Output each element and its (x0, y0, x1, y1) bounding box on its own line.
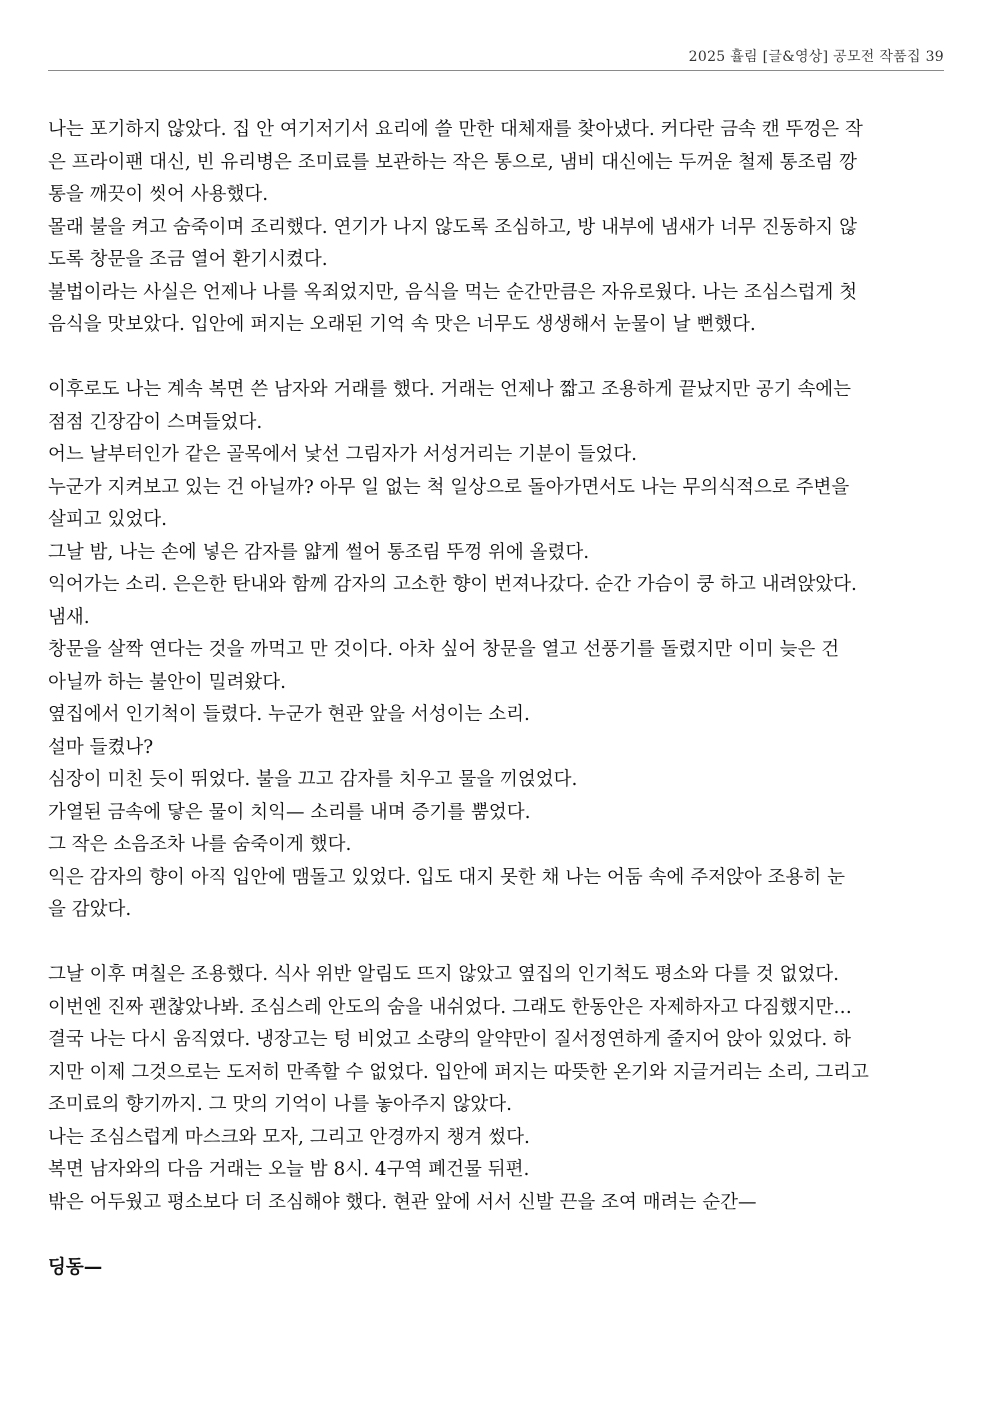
text-line: 어느 날부터인가 같은 골목에서 낯선 그림자가 서성거리는 기분이 들었다. (48, 444, 638, 465)
text-line: 가열된 금속에 닿은 물이 치익— 소리를 내며 증기를 뿜었다. (48, 801, 531, 823)
text-line: 익어가는 소리. 은은한 탄내와 함께 감자의 고소한 향이 번져나갔다. 순간 가슴이 쿵 하고 내려앉았다. (48, 574, 857, 595)
text-line: 누군가 지켜보고 있는 건 아닐까? 아무 일 없는 척 일상으로 돌아가면서도 나는 무의식적으로 주변을 (48, 476, 850, 498)
text-line: 창문을 살짝 연다는 것을 까먹고 만 것이다. 아차 싶어 창문을 열고 선풍기를 돌렸지만 이미 늦은 건 (48, 639, 840, 660)
text-line: 설마 들켰나? (48, 736, 154, 758)
story-body (48, 114, 944, 1284)
text-line: 복면 남자와의 다음 거래는 오늘 밤 8시. 4구역 폐건물 뒤편. (48, 1159, 530, 1180)
text-line: 조미료의 향기까지. 그 맛의 기억이 나를 놓아주지 않았다. (48, 1094, 512, 1115)
section-break (48, 927, 944, 960)
text-line: 점점 긴장감이 스며들었다. (48, 411, 263, 433)
running-header: 2025 휼림 [글&영상] 공모전 작품집 39 (688, 49, 944, 65)
text-line: 음식을 맛보았다. 입안에 퍼지는 오래된 기억 속 맛은 너무도 생생해서 눈물이 날 뻔했다. (48, 314, 756, 335)
text-line: 그날 이후 며칠은 조용했다. 식사 위반 알림도 뜨지 않았고 옆집의 인기척도 평소와 다를 것 없었다. (48, 964, 840, 985)
text-line: 아닐까 하는 불안이 밀려왔다. (48, 671, 286, 693)
text-line: 도록 창문을 조금 열어 환기시켰다. (48, 249, 328, 270)
text-line: 살피고 있었다. (48, 509, 167, 530)
text-line: 옆집에서 인기척이 들렸다. 누군가 현관 앞을 서성이는 소리. (48, 704, 530, 725)
closing-line: 딩동— (48, 1256, 103, 1278)
text-line: 은 프라이팬 대신, 빈 유리병은 조미료를 보관하는 작은 통으로, 냄비 대신에는 두꺼운 철제 통조림 깡 (48, 151, 857, 173)
section-break (48, 1219, 944, 1252)
section-break (48, 342, 944, 375)
text-line: 이후로도 나는 계속 복면 쓴 남자와 거래를 했다. 거래는 언제나 짧고 조용하게 끝났지만 공기 속에는 (48, 379, 852, 400)
text-line: 나는 조심스럽게 마스크와 모자, 그리고 안경까지 챙겨 썼다. (48, 1126, 530, 1148)
text-line: 지만 이제 그것으로는 도저히 만족할 수 없었다. 입안에 퍼지는 따뜻한 온기와 지글거리는 소리, 그리고 (48, 1061, 869, 1083)
text-line: 통을 깨끗이 씻어 사용했다. (48, 184, 269, 205)
page-header (48, 40, 944, 71)
text-line: 그 작은 소음조차 나를 숨죽이게 했다. (48, 834, 352, 855)
text-line: 결국 나는 다시 움직였다. 냉장고는 텅 비었고 소량의 알약만이 질서정연하게 줄지어 앉아 있었다. 하 (48, 1029, 852, 1050)
text-line: 불법이라는 사실은 언제나 나를 옥죄었지만, 음식을 먹는 순간만큼은 자유로웠다. 나는 조심스럽게 첫 (48, 281, 858, 303)
text-line: 냄새. (48, 606, 90, 628)
text-line: 그날 밤, 나는 손에 넣은 감자를 얇게 썰어 통조림 뚜껑 위에 올렸다. (48, 541, 590, 563)
text-line: 을 감았다. (48, 899, 132, 920)
text-line: 밖은 어두웠고 평소보다 더 조심해야 했다. 현관 앞에 서서 신발 끈을 조여 매려는 순간— (48, 1191, 757, 1213)
text-line: 익은 감자의 향이 아직 입안에 맴돌고 있었다. 입도 대지 못한 채 나는 어둠 속에 주저앉아 조용히 눈 (48, 866, 845, 888)
text-line: 이번엔 진짜 괜찮았나봐. 조심스레 안도의 숨을 내쉬었다. 그래도 한동안은 자제하자고 다짐했지만… (48, 996, 852, 1018)
text-line: 나는 포기하지 않았다. 집 안 여기저기서 요리에 쓸 만한 대체재를 찾아냈다. 커다란 금속 캔 뚜껑은 작 (48, 119, 863, 140)
text-line: 몰래 불을 켜고 숨죽이며 조리했다. 연기가 나지 않도록 조심하고, 방 내부에 냄새가 너무 진동하지 않 (48, 216, 857, 238)
text-line: 심장이 미친 듯이 뛰었다. 불을 끄고 감자를 치우고 물을 끼얹었다. (48, 769, 578, 790)
